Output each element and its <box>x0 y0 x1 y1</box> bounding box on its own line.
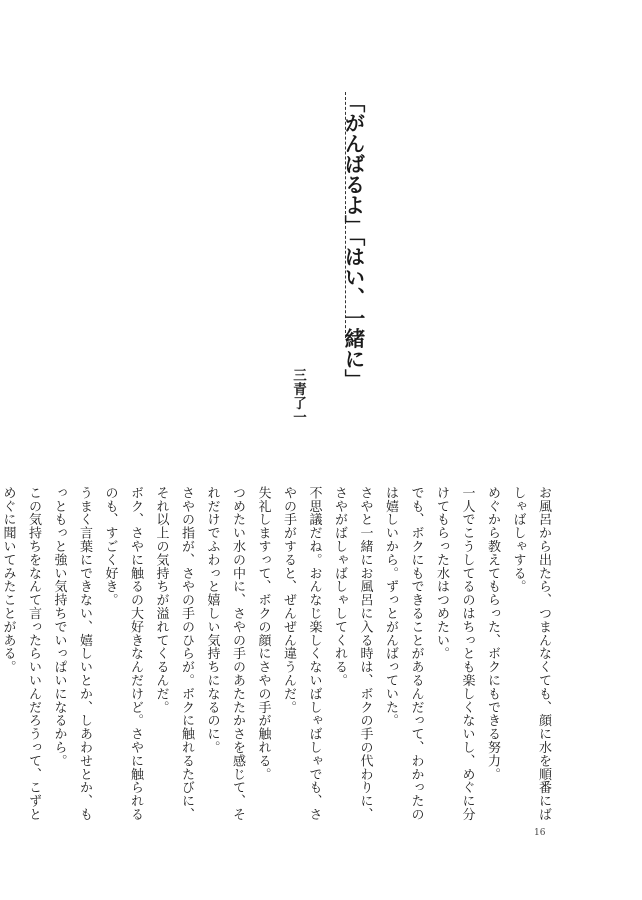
body-line: めぐから教えてもらった、ボクにもできる努力。 <box>485 486 500 781</box>
author-name: 三青了一 <box>290 368 306 424</box>
story-body <box>0 486 556 821</box>
body-line: この気持ちをなんて言ったらいいんだろうって、こずと <box>26 486 41 821</box>
body-line: でも、ボクにもできることがあるんだって、わかったの <box>408 486 424 821</box>
body-line: それ以上の気持ちが溢れてくるんだ。 <box>153 486 169 714</box>
story-title: 「がんばるよ」「はい、一緒に」 <box>341 92 365 390</box>
body-line: お風呂から出たら、つまんなくても、顔に水を順番にば <box>536 486 551 821</box>
body-line: しゃばしゃする。 <box>510 486 526 594</box>
body-line: さやと一緒にお風呂に入る時は、ボクの手の代わりに、 <box>357 486 373 821</box>
body-line: さやがばしゃばしゃしてくれる。 <box>332 486 347 687</box>
body-line: うまく言葉にできない、嬉しいとか、しあわせとか、も <box>77 486 92 821</box>
body-line: 失礼しますって、ボクの顔にさやの手が触れる。 <box>255 486 271 781</box>
body-line: のも、すごく好き。 <box>102 486 118 607</box>
body-line: 一人でこうしてるのはちっとも楽しくないし、めぐに分 <box>459 486 475 821</box>
body-line: っともっと強い気持ちでいっぱいになるから。 <box>51 486 67 768</box>
body-line: は嬉しいから。ずっとがんばっていた。 <box>383 486 398 728</box>
body-line: れだけでふわっと嬉しい気持ちになるのに。 <box>204 486 220 754</box>
body-line: けてもらった水はつめたい。 <box>434 486 449 661</box>
body-line: 不思議だね。おんなじ楽しくないばしゃばしゃでも、さ <box>306 486 322 821</box>
body-line: めぐに聞いてみたことがある。 <box>0 486 16 674</box>
body-line: つめたい水の中に、さやの手のあたたかさを感じて、そ <box>230 486 245 821</box>
body-line: ボク、さやに触るの大好きなんだけど。さやに触られる <box>128 486 143 821</box>
page-number: 16 <box>534 828 546 838</box>
body-line: やの手がすると、ぜんぜん違うんだ。 <box>281 486 296 714</box>
body-line: さやの指が、さやの手のひらが。ボクに触れるたびに、 <box>179 486 194 821</box>
